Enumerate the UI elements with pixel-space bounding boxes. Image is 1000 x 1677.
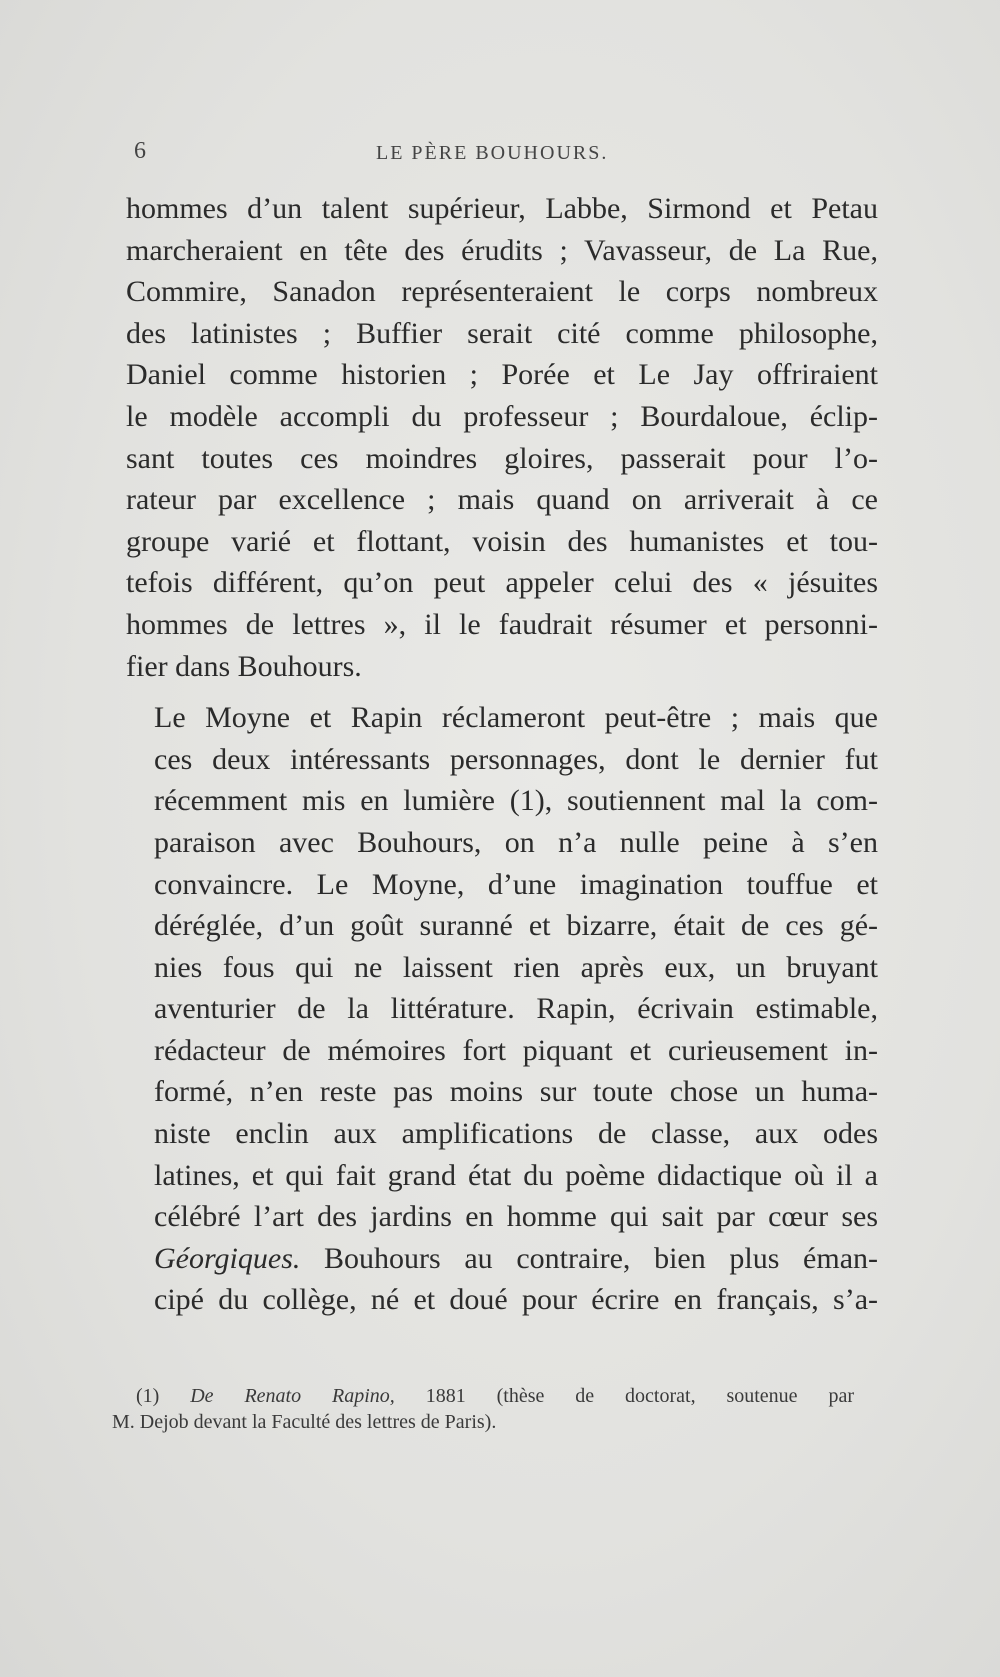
text-line: tefois différent, qu’on peut appeler celui des « jésuites bbox=[126, 566, 878, 600]
paragraph-2 bbox=[126, 697, 878, 1321]
text-line: cipé du collège, né et doué pour écrire en français, s’a- bbox=[154, 1283, 878, 1317]
text-line: fier dans Bouhours. bbox=[126, 649, 362, 683]
text-line: hommes de lettres », il le faudrait résumer et personni- bbox=[126, 607, 878, 641]
footnote-title: De Renato Rapino, bbox=[190, 1385, 395, 1407]
text-line: aventurier de la littérature. Rapin, écrivain estimable, bbox=[154, 992, 878, 1026]
text-line: niste enclin aux amplifications de classe, aux odes bbox=[154, 1117, 878, 1151]
text-line: rateur par excellence ; mais quand on arriverait à ce bbox=[126, 483, 878, 517]
text-line: formé, n’en reste pas moins sur toute chose un huma- bbox=[154, 1075, 878, 1109]
text-line: convaincre. Le Moyne, d’une imagination touffue et bbox=[154, 867, 878, 901]
running-head: LE PÈRE BOUHOURS. bbox=[376, 142, 609, 164]
text-line: Le Moyne et Rapin réclameront peut-être ; mais que bbox=[154, 701, 878, 735]
page-number: 6 bbox=[134, 138, 146, 164]
text-line: marcheraient en tête des érudits ; Vavasseur, de La Rue, bbox=[126, 233, 878, 267]
text-line: nies fous qui ne laissent rien après eux, un bruyant bbox=[154, 950, 878, 984]
page-header bbox=[134, 138, 878, 178]
text-fragment: Bouhours au contraire, bien plus éman- bbox=[300, 1241, 878, 1275]
footnote-line bbox=[112, 1383, 854, 1409]
footnote-marker: (1) bbox=[136, 1385, 191, 1407]
footnote-line: M. Dejob devant la Faculté des lettres de Paris). bbox=[112, 1411, 497, 1433]
text-line: groupe varié et flottant, voisin des humanistes et tou- bbox=[126, 524, 878, 558]
text-line: célébré l’art des jardins en homme qui sait par cœur ses bbox=[154, 1200, 878, 1234]
text-line: latines, et qui fait grand état du poème didactique où il a bbox=[154, 1158, 878, 1192]
text-line: ces deux intéressants personnages, dont le dernier fut bbox=[154, 742, 878, 776]
text-line: Daniel comme historien ; Porée et Le Jay offriraient bbox=[126, 358, 878, 392]
footnote-text: 1881 (thèse de doctorat, soutenue par bbox=[394, 1385, 855, 1407]
text-line: récemment mis en lumière (1), soutiennent mal la com- bbox=[154, 784, 878, 818]
text-line: déréglée, d’un goût suranné et bizarre, était de ces gé- bbox=[154, 909, 878, 943]
text-line: le modèle accompli du professeur ; Bourdaloue, éclip- bbox=[126, 399, 878, 433]
text-line: hommes d’un talent supérieur, Labbe, Sirmond et Petau bbox=[126, 192, 878, 225]
footnote bbox=[112, 1383, 854, 1435]
text-line: des latinistes ; Buffier serait cité comme philosophe, bbox=[126, 316, 878, 350]
body-text bbox=[126, 188, 878, 1321]
text-line bbox=[126, 1238, 878, 1280]
text-line: Commire, Sanadon représenteraient le corps nombreux bbox=[126, 275, 878, 309]
text-line: rédacteur de mémoires fort piquant et curieusement in- bbox=[154, 1033, 878, 1067]
paragraph-1 bbox=[126, 188, 878, 687]
text-line: paraison avec Bouhours, on n’a nulle peine à s’en bbox=[154, 825, 878, 859]
text-line: sant toutes ces moindres gloires, passerait pour l’o- bbox=[126, 441, 878, 475]
italic-title: Géorgiques. bbox=[154, 1241, 301, 1275]
